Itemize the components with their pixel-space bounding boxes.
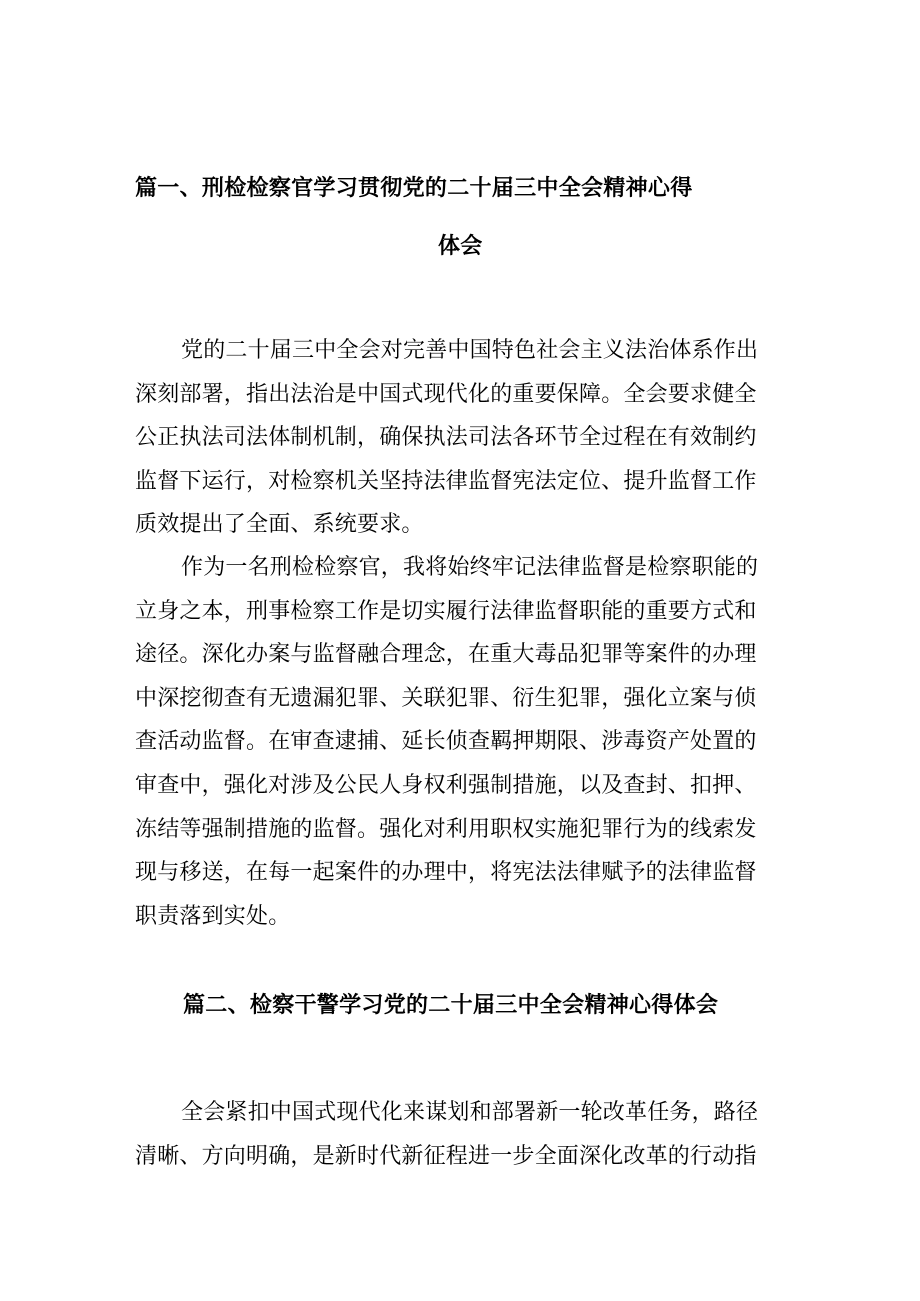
paragraph-line: 审查中，强化对涉及公民人身权利强制措施，以及查封、扣押、 [135, 772, 757, 798]
paragraph-line: 职责落到实处。 [135, 903, 291, 929]
section1-title-line2: 体会 [438, 234, 483, 259]
paragraph-line: 深刻部署，指出法治是中国式现代化的重要保障。全会要求健全 [135, 381, 757, 407]
section2-title: 篇二、检察干警学习党的二十届三中全会精神心得体会 [183, 993, 719, 1018]
paragraph-line: 党的二十届三中全会对完善中国特色社会主义法治体系作出 [181, 338, 759, 363]
paragraph-line: 途径。深化办案与监督融合理念，在重大毒品犯罪等案件的办理 [135, 642, 757, 668]
paragraph-line: 作为一名刑检检察官，我将始终牢记法律监督是检察职能的 [181, 555, 759, 580]
paragraph-line: 中深挖彻查有无遗漏犯罪、关联犯罪、衍生犯罪，强化立案与侦 [135, 685, 757, 711]
paragraph-line: 立身之本，刑事检察工作是切实履行法律监督职能的重要方式和 [135, 598, 757, 624]
paragraph-line: 质效提出了全面、系统要求。 [135, 512, 424, 538]
paragraph-line: 清晰、方向明确，是新时代新征程进一步全面深化改革的行动指 [135, 1143, 757, 1169]
paragraph-line: 查活动监督。在审查逮捕、延长侦查羁押期限、涉毒资产处置的 [135, 729, 757, 755]
paragraph-line: 监督下运行，对检察机关坚持法律监督宪法定位、提升监督工作 [135, 468, 757, 494]
section1-title-line1: 篇一、刑检检察官学习贯彻党的二十届三中全会精神心得 [135, 176, 693, 201]
paragraph-line: 冻结等强制措施的监督。强化对利用职权实施犯罪行为的线索发 [135, 816, 757, 842]
paragraph-line: 现与移送，在每一起案件的办理中，将宪法法律赋予的法律监督 [135, 860, 757, 886]
section2-paragraph-1 [135, 1091, 790, 1178]
section1-paragraph-1 [135, 329, 790, 547]
paragraph-line: 公正执法司法体制机制，确保执法司法各环节全过程在有效制约 [135, 425, 757, 451]
paragraph-line: 全会紧扣中国式现代化来谋划和部署新一轮改革任务，路径 [181, 1100, 759, 1125]
section1-paragraph-2 [135, 546, 790, 938]
